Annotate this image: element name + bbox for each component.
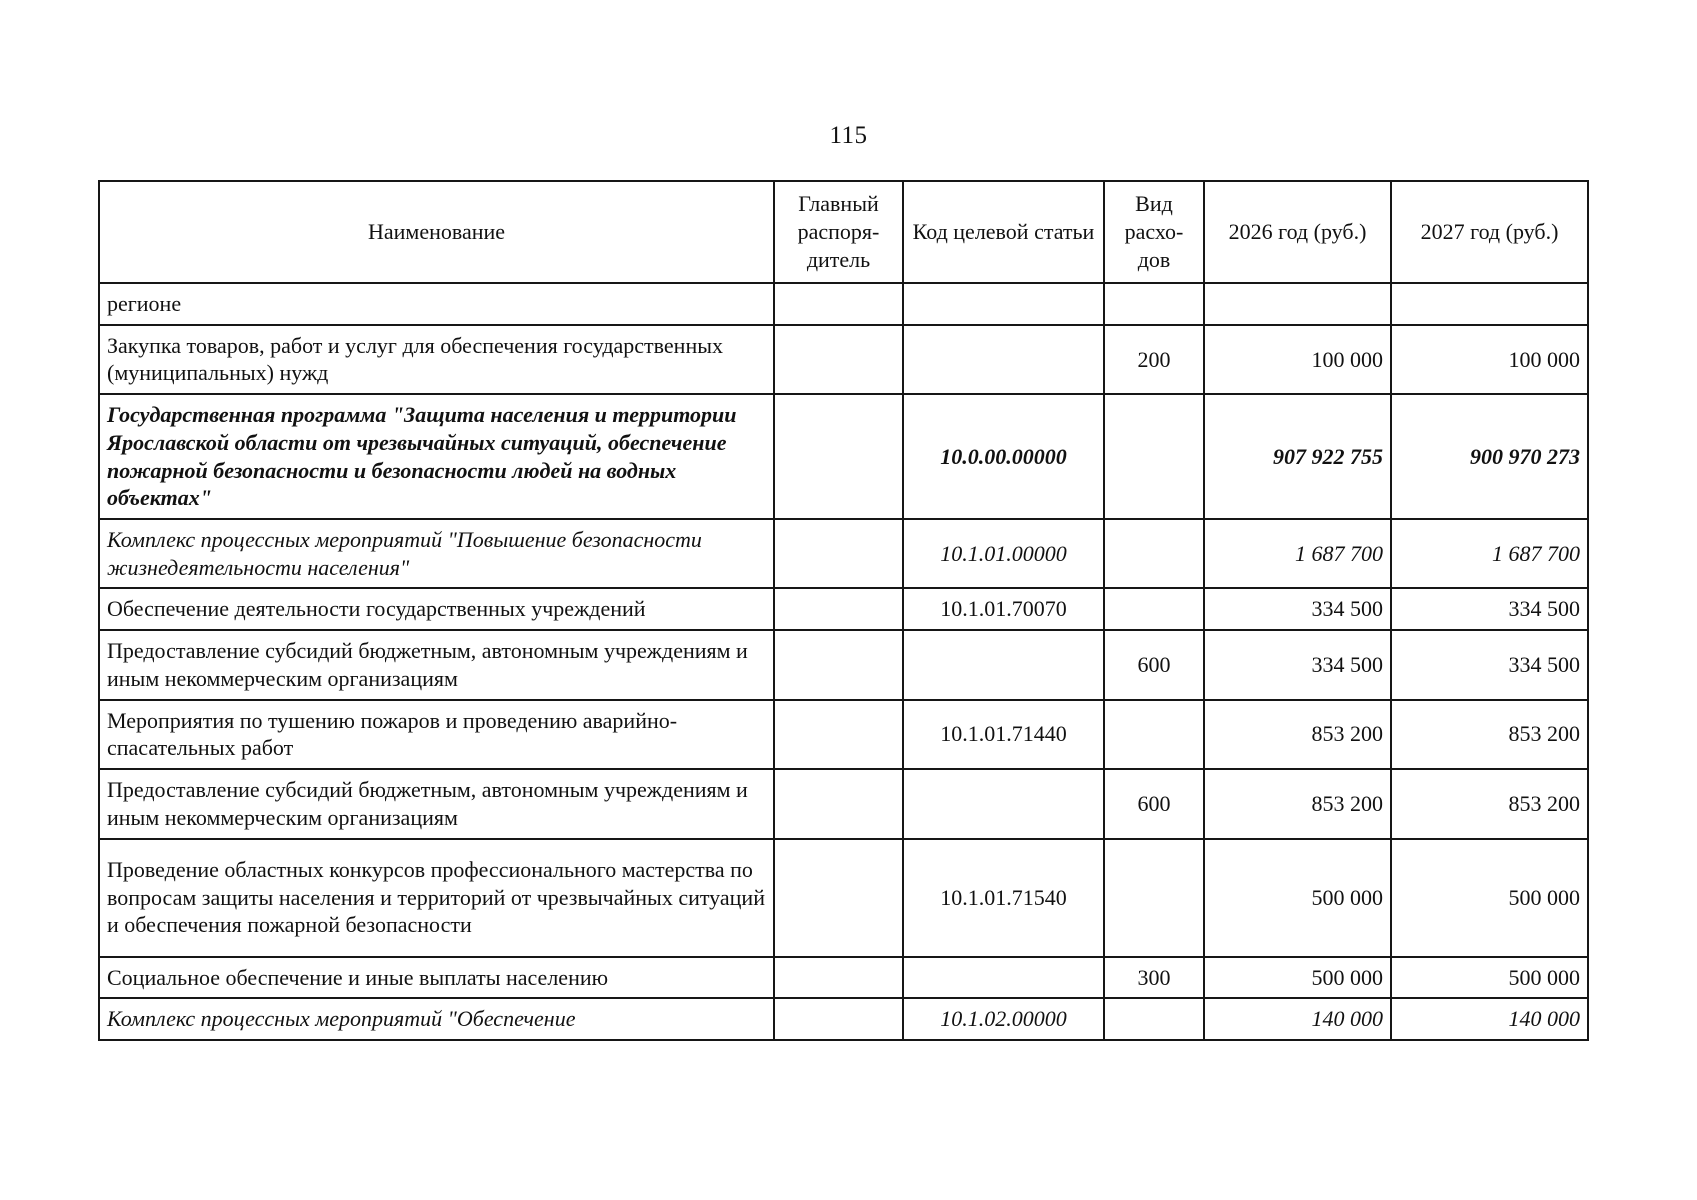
cell-year-2027: 900 970 273 [1391, 394, 1588, 519]
cell-expense-type [1104, 588, 1204, 630]
cell-manager [774, 957, 903, 999]
table-row [99, 769, 1588, 838]
table-row [99, 700, 1588, 769]
table-row [99, 519, 1588, 588]
cell-year-2026: 907 922 755 [1204, 394, 1391, 519]
table-row [99, 588, 1588, 630]
cell-expense-type: 200 [1104, 325, 1204, 394]
cell-target-code: 10.1.01.71540 [903, 839, 1104, 957]
cell-year-2027: 334 500 [1391, 630, 1588, 699]
cell-year-2026: 334 500 [1204, 588, 1391, 630]
cell-year-2027: 500 000 [1391, 839, 1588, 957]
cell-year-2026: 334 500 [1204, 630, 1391, 699]
cell-name: Государственная программа "Защита населения и территории Ярославской области от чрезвычайных ситуаций, обеспечение пожарной безопасности и безопасности людей на водных объектах" [99, 394, 774, 519]
header-name: Наименование [99, 181, 774, 283]
cell-year-2026: 853 200 [1204, 769, 1391, 838]
cell-manager [774, 630, 903, 699]
cell-target-code: 10.0.00.00000 [903, 394, 1104, 519]
cell-year-2027: 1 687 700 [1391, 519, 1588, 588]
page-number: 115 [829, 122, 868, 149]
cell-year-2027: 853 200 [1391, 700, 1588, 769]
cell-manager [774, 283, 903, 325]
cell-name: Мероприятия по тушению пожаров и проведению аварийно-спасательных работ [99, 700, 774, 769]
cell-expense-type: 600 [1104, 630, 1204, 699]
cell-year-2026: 140 000 [1204, 998, 1391, 1040]
table-header [99, 181, 1588, 283]
cell-manager [774, 325, 903, 394]
cell-name: Комплекс процессных мероприятий "Повышение безопасности жизнедеятельности населения" [99, 519, 774, 588]
cell-expense-type [1104, 283, 1204, 325]
cell-name: Закупка товаров, работ и услуг для обеспечения государственных (муниципальных) нужд [99, 325, 774, 394]
cell-year-2027: 140 000 [1391, 998, 1588, 1040]
cell-target-code [903, 325, 1104, 394]
table-body [99, 283, 1588, 1040]
cell-year-2026: 500 000 [1204, 839, 1391, 957]
cell-name: регионе [99, 283, 774, 325]
table-row [99, 394, 1588, 519]
cell-manager [774, 519, 903, 588]
cell-year-2027: 853 200 [1391, 769, 1588, 838]
cell-name: Проведение областных конкурсов профессионального мастерства по вопросам защиты населения и территорий от чрезвычайных ситуаций и обеспечения пожарной безопасности [99, 839, 774, 957]
cell-expense-type [1104, 998, 1204, 1040]
cell-expense-type [1104, 519, 1204, 588]
cell-expense-type: 600 [1104, 769, 1204, 838]
cell-manager [774, 839, 903, 957]
cell-name: Комплекс процессных мероприятий "Обеспечение [99, 998, 774, 1040]
cell-year-2027: 100 000 [1391, 325, 1588, 394]
header-expense-type: Вид расхо-дов [1104, 181, 1204, 283]
cell-name: Обеспечение деятельности государственных учреждений [99, 588, 774, 630]
cell-target-code: 10.1.01.71440 [903, 700, 1104, 769]
budget-table [98, 180, 1589, 1041]
cell-year-2027: 500 000 [1391, 957, 1588, 999]
cell-year-2027 [1391, 283, 1588, 325]
cell-expense-type: 300 [1104, 957, 1204, 999]
cell-name: Социальное обеспечение и иные выплаты населению [99, 957, 774, 999]
cell-target-code [903, 630, 1104, 699]
table-row [99, 957, 1588, 999]
cell-year-2026 [1204, 283, 1391, 325]
cell-year-2026: 500 000 [1204, 957, 1391, 999]
header-manager: Главный распоря-дитель [774, 181, 903, 283]
table-row [99, 839, 1588, 957]
cell-manager [774, 998, 903, 1040]
header-year-2026: 2026 год (руб.) [1204, 181, 1391, 283]
cell-manager [774, 700, 903, 769]
cell-target-code [903, 769, 1104, 838]
cell-name: Предоставление субсидий бюджетным, автономным учреждениям и иным некоммерческим организациям [99, 630, 774, 699]
header-target-code: Код целевой статьи [903, 181, 1104, 283]
cell-manager [774, 769, 903, 838]
header-year-2027: 2027 год (руб.) [1391, 181, 1588, 283]
cell-year-2026: 853 200 [1204, 700, 1391, 769]
cell-target-code: 10.1.02.00000 [903, 998, 1104, 1040]
cell-expense-type [1104, 394, 1204, 519]
header-row [99, 181, 1588, 283]
table-row [99, 325, 1588, 394]
cell-expense-type [1104, 839, 1204, 957]
table-row [99, 998, 1588, 1040]
cell-year-2027: 334 500 [1391, 588, 1588, 630]
cell-year-2026: 1 687 700 [1204, 519, 1391, 588]
cell-target-code [903, 283, 1104, 325]
table-row [99, 283, 1588, 325]
cell-target-code [903, 957, 1104, 999]
table-row [99, 630, 1588, 699]
cell-target-code: 10.1.01.70070 [903, 588, 1104, 630]
cell-year-2026: 100 000 [1204, 325, 1391, 394]
cell-manager [774, 394, 903, 519]
cell-target-code: 10.1.01.00000 [903, 519, 1104, 588]
cell-name: Предоставление субсидий бюджетным, автономным учреждениям и иным некоммерческим организациям [99, 769, 774, 838]
cell-expense-type [1104, 700, 1204, 769]
cell-manager [774, 588, 903, 630]
